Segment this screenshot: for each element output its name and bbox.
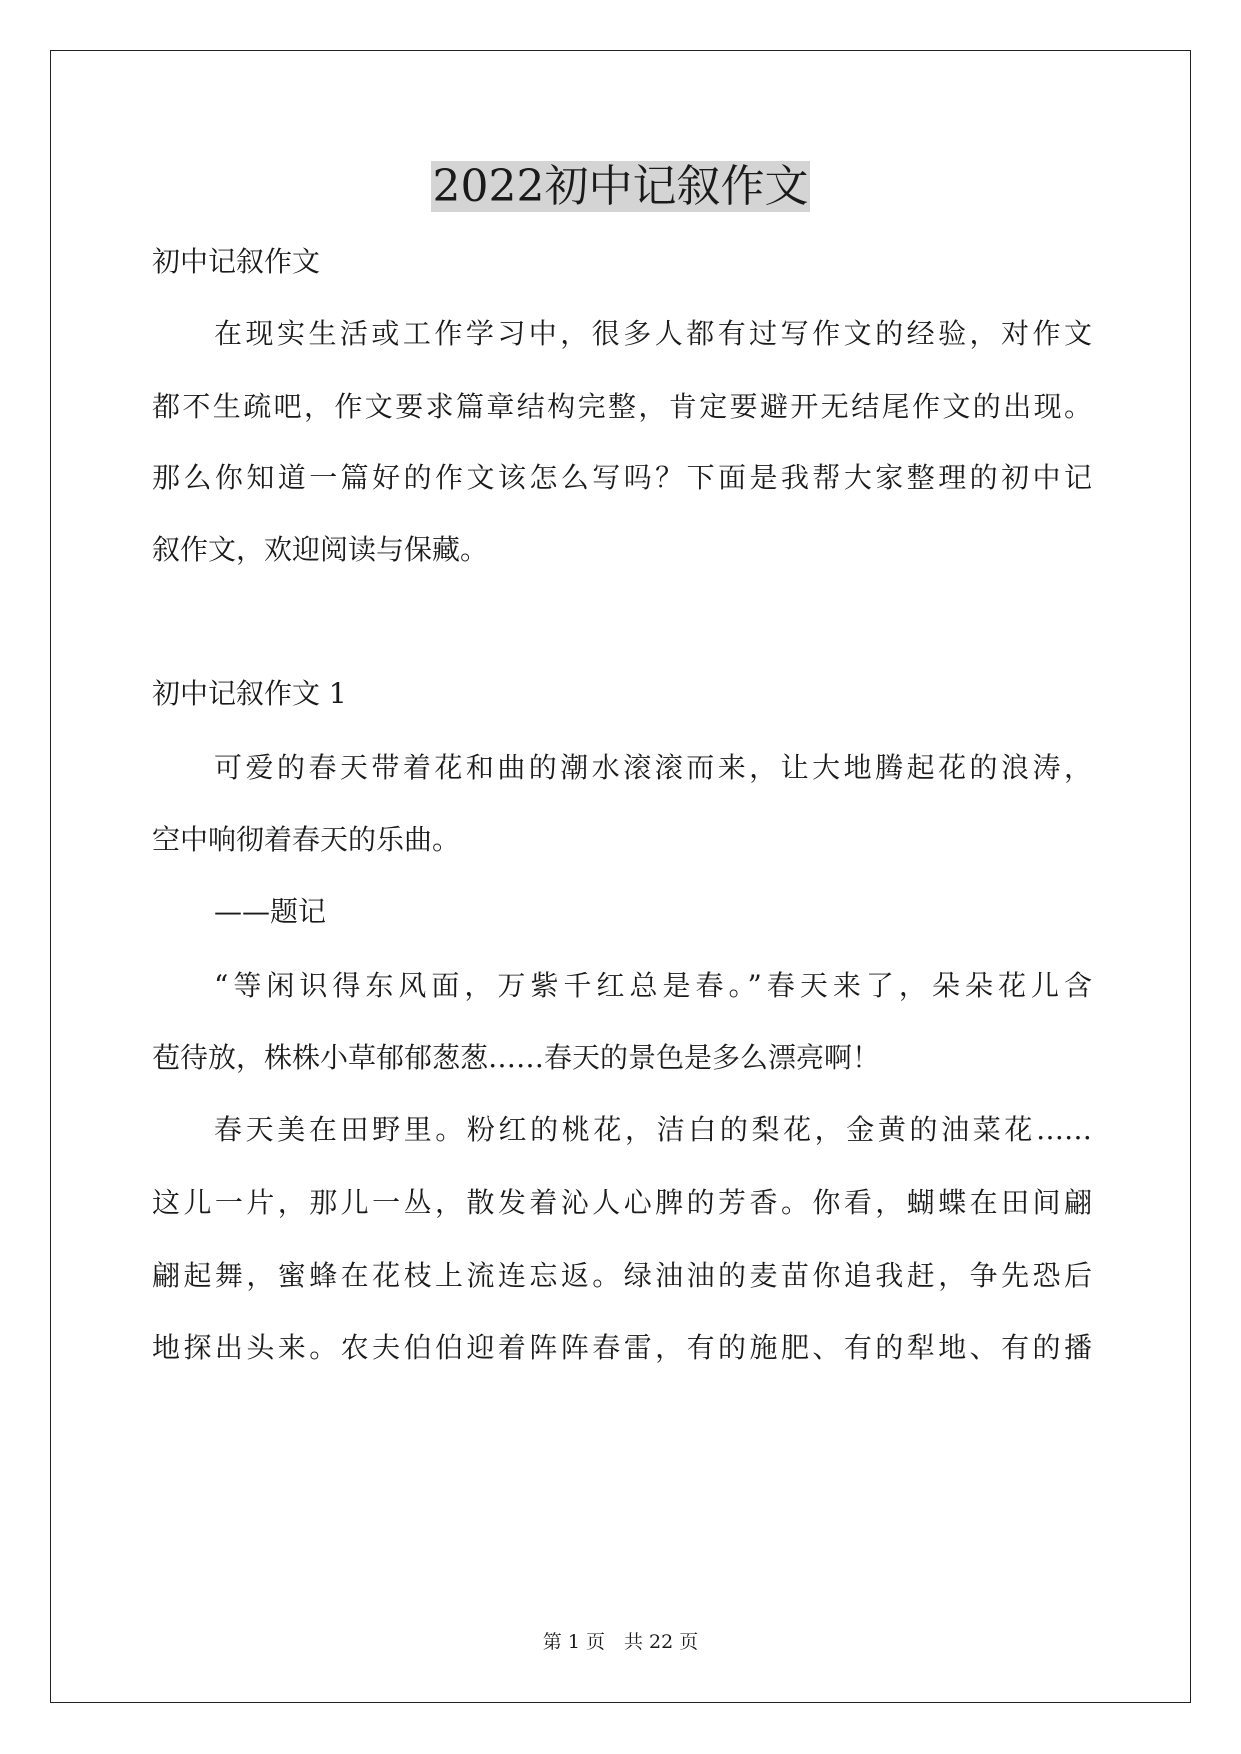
page-border bbox=[50, 50, 1191, 1703]
paragraph-line: 苞待放，株株小草郁郁葱葱……春天的景色是多么漂亮啊！ bbox=[152, 1041, 881, 1074]
paragraph-line: 在现实生活或工作学习中，很多人都有过写作文的经验，对作文 bbox=[214, 317, 1092, 350]
paragraph-line: “等闲识得东风面，万紫千红总是春。”春天来了，朵朵花儿含 bbox=[214, 969, 1092, 1002]
section-heading: 初中记叙作文 1 bbox=[152, 677, 347, 710]
page-footer: 第 1 页 共 22 页 bbox=[542, 1631, 699, 1653]
paragraph-line: 地探出头来。农夫伯伯迎着阵阵春雷，有的施肥、有的犁地、有的播 bbox=[152, 1331, 1092, 1364]
paragraph-line: 春天美在田野里。粉红的桃花，洁白的梨花，金黄的油菜花…… bbox=[214, 1113, 1092, 1146]
paragraph-line: 都不生疏吧，作文要求篇章结构完整，肯定要避开无结尾作文的出现。 bbox=[152, 390, 1092, 423]
epigraph-attribution: ——题记 bbox=[214, 895, 327, 928]
document-title bbox=[0, 158, 1241, 216]
paragraph-line: 叙作文，欢迎阅读与保藏。 bbox=[152, 533, 489, 566]
paragraph-line: 空中响彻着春天的乐曲。 bbox=[152, 823, 461, 856]
paragraph-line: 翩起舞，蜜蜂在花枝上流连忘返。绿油油的麦苗你追我赶，争先恐后 bbox=[152, 1259, 1092, 1292]
paragraph-line: 可爱的春天带着花和曲的潮水滚滚而来，让大地腾起花的浪涛， bbox=[214, 751, 1092, 784]
paragraph-line: 这儿一片，那儿一丛，散发着沁人心脾的芳香。你看，蝴蝶在田间翩 bbox=[152, 1186, 1092, 1219]
section-heading: 初中记叙作文 bbox=[152, 245, 321, 278]
paragraph-line: 那么你知道一篇好的作文该怎么写吗？下面是我帮大家整理的初中记 bbox=[152, 461, 1092, 494]
document-title-text: 2022初中记叙作文 bbox=[432, 161, 809, 212]
